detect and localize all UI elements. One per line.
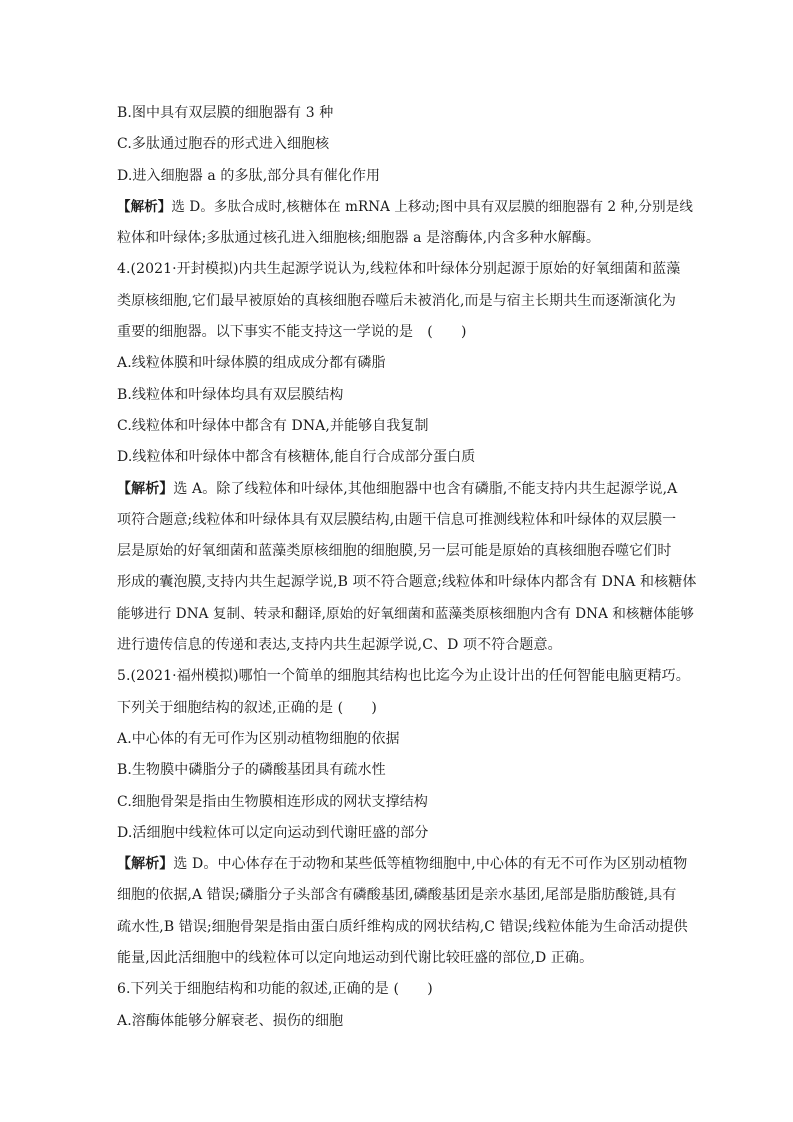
text-line	[117, 849, 689, 880]
line-text: 能够进行 DNA 复制、转录和翻译,原始的好氧细菌和蓝藻类原核细胞内含有 DNA 和核糖体能够	[117, 605, 694, 622]
line-text: 细胞的依据,A 错误;磷脂分子头部含有磷酸基团,磷酸基团是亲水基团,尾部是脂肪酸链,具有	[117, 887, 677, 904]
text-line	[117, 411, 689, 442]
line-text: 6.下列关于细胞结构和功能的叙述,正确的是 ( )	[117, 981, 433, 998]
line-text: D.进入细胞器 a 的多肽,部分具有催化作用	[117, 167, 381, 184]
line-text: 4.(2021·开封模拟)内共生起源学说认为,线粒体和叶绿体分别起源于原始的好氧细菌和蓝藻	[117, 261, 681, 278]
line-text: 选 D。中心体存在于动物和某些低等植物细胞中,中心体的有无不可作为区别动植物	[173, 856, 688, 873]
text-line	[117, 1006, 689, 1037]
line-text: 下列关于细胞结构的叙述,正确的是 ( )	[117, 699, 377, 716]
line-text: 选 A。除了线粒体和叶绿体,其他细胞器中也含有磷脂,不能支持内共生起源学说,A	[173, 480, 678, 497]
text-line	[117, 880, 689, 911]
line-text: D.活细胞中线粒体可以定向运动到代谢旺盛的部分	[117, 824, 429, 841]
line-text: C.细胞骨架是指由生物膜相连形成的网状支撑结构	[117, 793, 428, 810]
line-text: 项符合题意;线粒体和叶绿体具有双层膜结构,由题干信息可推测线粒体和叶绿体的双层膜一	[117, 511, 677, 528]
line-text: 形成的囊泡膜,支持内共生起源学说,B 项不符合题意;线粒体和叶绿体内都含有 DNA 和核糖体	[117, 574, 697, 591]
line-text: C.线粒体和叶绿体中都含有 DNA,并能够自我复制	[117, 417, 429, 434]
line-text: 类原核细胞,它们最早被原始的真核细胞吞噬后未被消化,而是与宿主长期共生而逐渐演化为	[117, 292, 676, 309]
text-line	[117, 223, 689, 254]
line-text: 进行遗传信息的传递和表达,支持内共生起源学说,C、D 项不符合题意。	[117, 637, 562, 654]
analysis-tag: 【解析】	[117, 198, 172, 215]
analysis-tag: 【解析】	[117, 480, 174, 497]
text-line	[117, 161, 689, 192]
analysis-tag: 【解析】	[117, 856, 174, 873]
text-line	[117, 599, 694, 630]
document-page	[117, 98, 697, 1037]
text-line	[117, 505, 689, 536]
text-line	[117, 348, 689, 379]
line-text: D.线粒体和叶绿体中都含有核糖体,能自行合成部分蛋白质	[117, 449, 476, 466]
line-text: B.生物膜中磷脂分子的磷酸基团具有疏水性	[117, 762, 386, 779]
text-line	[117, 661, 689, 692]
text-line	[117, 474, 689, 505]
line-text: 粒体和叶绿体;多肽通过核孔进入细胞核;细胞器 a 是溶酶体,内含多种水解酶。	[117, 230, 600, 247]
text-line	[117, 536, 689, 567]
line-text: C.多肽通过胞吞的形式进入细胞核	[117, 136, 330, 153]
text-line	[117, 317, 689, 348]
line-text: A.中心体的有无可作为区别动植物细胞的依据	[117, 730, 400, 747]
line-text: 层是原始的好氧细菌和蓝藻类原核细胞的细胞膜,另一层可能是原始的真核细胞吞噬它们时	[117, 543, 672, 560]
text-line	[117, 818, 689, 849]
line-text: B.图中具有双层膜的细胞器有 3 种	[117, 105, 334, 121]
text-line	[117, 286, 689, 317]
text-line	[117, 442, 689, 473]
line-text: A.溶酶体能够分解衰老、损伤的细胞	[117, 1012, 344, 1029]
line-text: B.线粒体和叶绿体均具有双层膜结构	[117, 386, 344, 403]
line-text: A.线粒体膜和叶绿体膜的组成成分都有磷脂	[117, 355, 386, 372]
text-line	[117, 693, 689, 724]
text-line	[117, 912, 689, 943]
text-line	[117, 974, 689, 1005]
line-text: 5.(2021·福州模拟)哪怕一个简单的细胞其结构也比迄今为止设计出的任何智能电脑更精巧。	[117, 668, 690, 685]
line-text: 选 D。多肽合成时,核糖体在 mRNA 上移动;图中具有双层膜的细胞器有 2 种,分别是线	[171, 198, 693, 215]
text-line	[117, 755, 689, 786]
line-text: 重要的细胞器。以下事实不能支持这一学说的是 ( )	[117, 324, 467, 341]
text-line	[117, 630, 689, 661]
text-line	[117, 724, 689, 755]
text-line	[117, 98, 689, 129]
text-line	[117, 254, 689, 285]
text-line	[117, 943, 689, 974]
text-line	[117, 787, 689, 818]
text-line	[117, 567, 697, 598]
text-line	[117, 380, 689, 411]
line-text: 疏水性,B 错误;细胞骨架是指由蛋白质纤维构成的网状结构,C 错误;线粒体能为生命活动提供	[117, 918, 688, 935]
line-text: 能量,因此活细胞中的线粒体可以定向地运动到代谢比较旺盛的部位,D 正确。	[117, 950, 594, 967]
text-line	[117, 192, 693, 223]
text-line	[117, 129, 689, 160]
